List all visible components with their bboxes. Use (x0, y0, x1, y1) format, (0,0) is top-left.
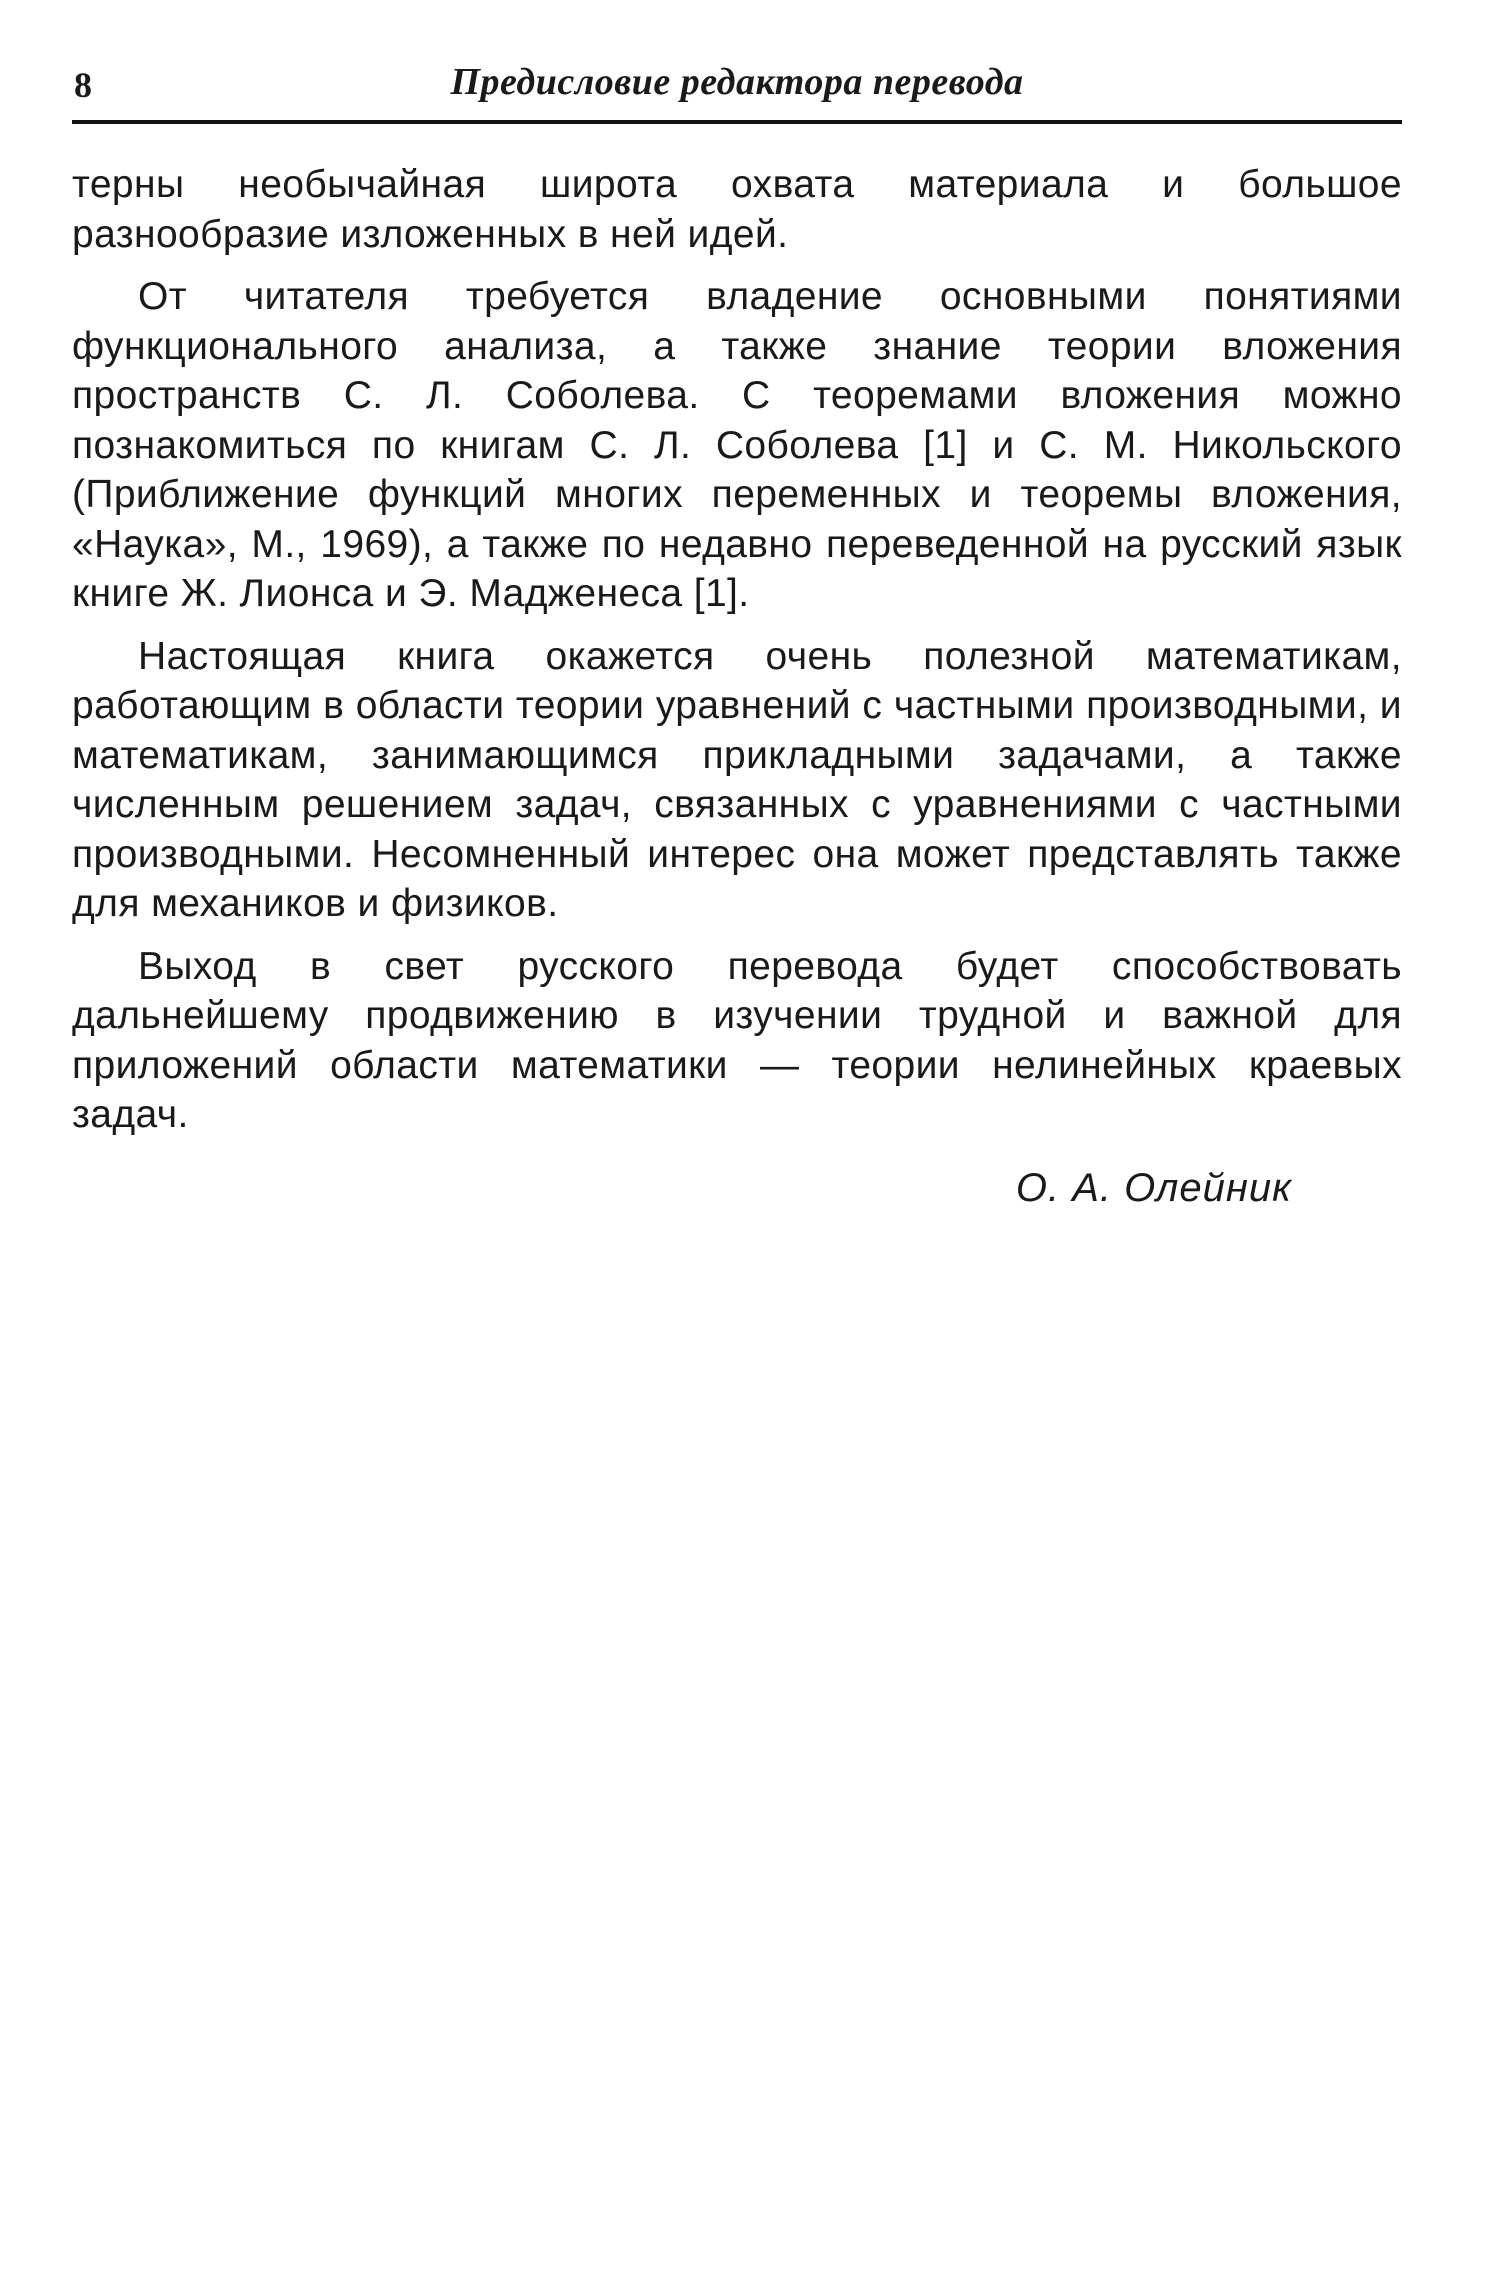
paragraph: Выход в свет русского перевода будет способствовать дальнейшему продвижению в изучении трудной и важной для приложений области математики — теории нелинейных краевых задач. (72, 944, 1402, 1136)
page-number: 8 (74, 65, 92, 105)
paragraph: Настоящая книга окажется очень полезной математикам, работающим в области теории уравнений с частными производными, и математикам, занимающимся прикладными задачами, а также численным решением задач, связанных с уравнениями с частными производными. Несомненный интерес она может представлять также для механиков и физиков. (72, 634, 1402, 925)
header-rule (72, 120, 1402, 124)
page-header (72, 60, 1402, 120)
author-signature: О. А. Олейник (1015, 1166, 1292, 1210)
running-title: Предисловие редактора перевода (450, 61, 1024, 103)
paragraph: От читателя требуется владение основными понятиями функционального анализа, а также знание теории вложения пространств С. Л. Соболева. С теоремами вложения можно познакомиться по книгам С. Л. Соболева [1] и С. М. Никольского (Приближение функций многих переменных и теоремы вложения, «Наука», М., 1969), а также по недавно переведенной на русский язык книге Ж. Лионса и Э. Мадженеса [1]. (72, 275, 1402, 615)
book-page (72, 60, 1402, 1210)
paragraph-continued: терны необычайная широта охвата материала и большое разнообразие изложенных в ней идей. (72, 163, 1402, 256)
body-text (72, 160, 1402, 1140)
